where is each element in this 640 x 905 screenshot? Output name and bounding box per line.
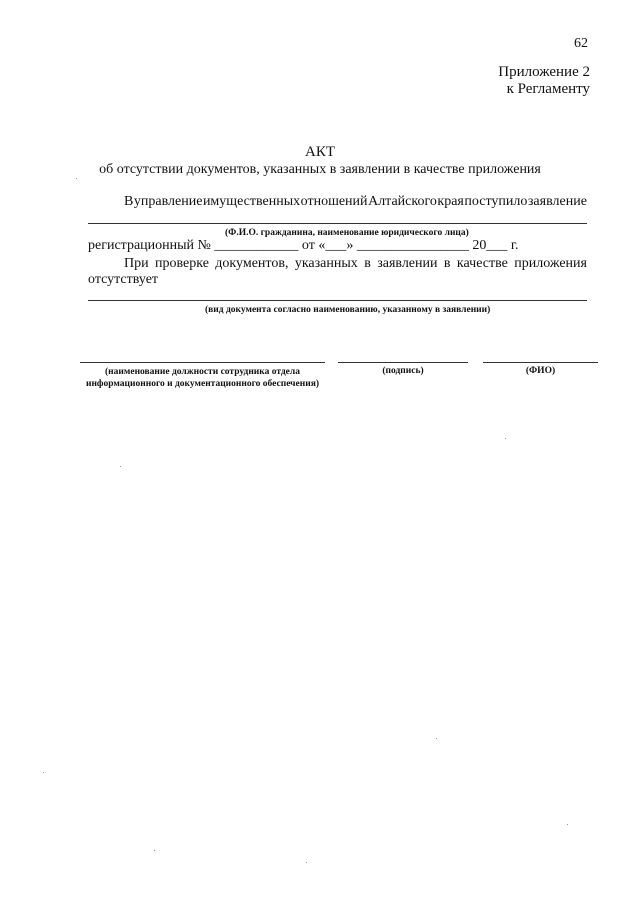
applicant-fill-line [88, 223, 587, 224]
page-number: 62 [574, 36, 588, 51]
word: приложения [514, 256, 587, 271]
scan-speck [505, 438, 506, 439]
position-caption: (наименование должности сотрудника отдела информационного и документационного обеспечения) [85, 367, 320, 389]
word: в [443, 256, 451, 271]
name-fill-line [483, 362, 598, 363]
appendix-header [498, 64, 590, 98]
document-title: АКТ [305, 144, 335, 160]
word: в [364, 256, 371, 271]
word: заявление [527, 194, 587, 209]
registration-line: регистрационный № ____________ от «___» ________________ 20___ г. [88, 238, 519, 253]
word: Алтайского [368, 194, 437, 209]
word: отношений [300, 194, 368, 209]
word: документов, [215, 256, 289, 271]
document-caption: (вид документа согласно наименованию, указанному в заявлении) [205, 305, 491, 315]
body-line-1 [124, 194, 587, 210]
word: поступило [464, 194, 528, 209]
word: указанных [294, 256, 358, 271]
appendix-line-1: Приложение 2 [498, 64, 590, 80]
word: качестве [456, 256, 508, 271]
scan-speck [43, 772, 44, 773]
word: имущественных [202, 194, 301, 209]
body-line-3 [124, 256, 587, 272]
body-line-4: отсутствует [88, 272, 159, 287]
scan-speck [436, 738, 437, 739]
signature-fill-line [338, 362, 468, 363]
signature-caption: (подпись) [382, 366, 424, 376]
document-subtitle: об отсутствии документов, указанных в заявлении в качестве приложения [99, 162, 541, 177]
word: В [124, 194, 134, 209]
word: При [124, 256, 149, 271]
scan-speck [76, 178, 77, 179]
appendix-line-2: к Регламенту [506, 81, 590, 97]
document-fill-line [88, 300, 587, 301]
scan-speck [120, 466, 121, 467]
applicant-caption: (Ф.И.О. гражданина, наименование юридического лица) [225, 228, 469, 238]
scan-speck [154, 850, 155, 851]
position-fill-line [80, 362, 325, 363]
name-caption: (ФИО) [525, 366, 556, 376]
word: заявлении [377, 256, 438, 271]
word: проверке [155, 256, 209, 271]
word: управление [133, 194, 203, 209]
scan-speck [306, 862, 307, 863]
scan-speck [567, 824, 568, 825]
word: края [437, 194, 464, 209]
